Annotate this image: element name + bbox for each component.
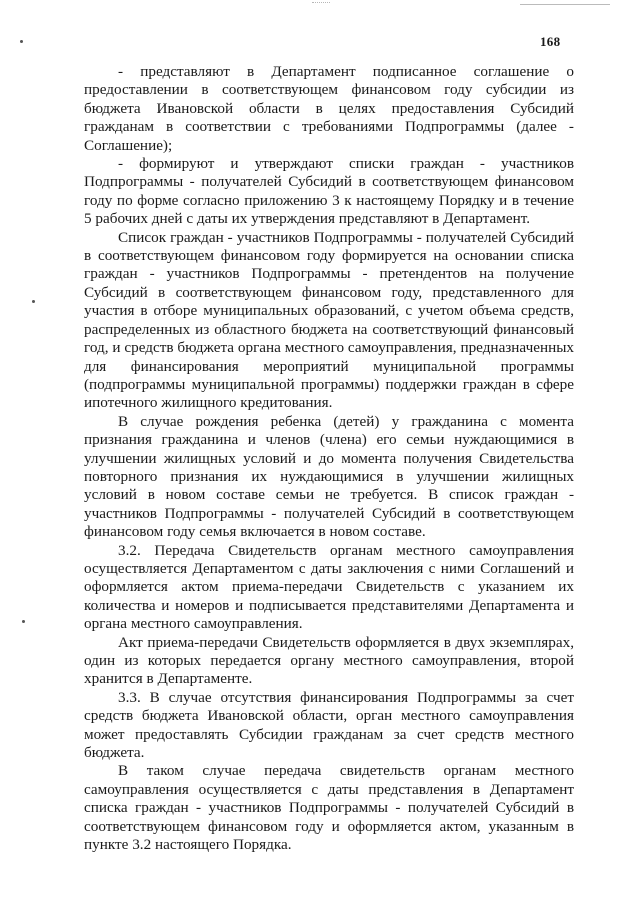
paragraph: В таком случае передача свидетельств органам местного самоуправления осуществляется с даты представления в Департамент списка граждан - участников Подпрограммы - получателей Субсидий в соответствующем финансовом году и оформляется актом, указанным в пункте 3.2 настоящего Порядка. — [84, 762, 574, 854]
paragraph: - представляют в Департамент подписанное соглашение о предоставлении в соответствующем финансовом году субсидии из бюджета Ивановской области в целях предоставления Субсидий гражданам в соответствии с требованиями Подпрограммы (далее - Соглашение); — [84, 63, 574, 154]
paragraph: 3.3. В случае отсутствия финансирования Подпрограммы за счет средств бюджета Ивановской области, орган местного самоуправления может предоставлять Субсидии гражданам за счет средств местного бюджета. — [84, 688, 574, 762]
paragraph: 3.2. Передача Свидетельств органам местного самоуправления осуществляется Департаментом с даты заключения с ними Соглашений и оформляется актом приема-передачи Свидетельств с указанием их количества и номеров и подписывается представителями Департамента и органа местного самоуправления. — [84, 541, 574, 633]
document-body — [84, 63, 574, 854]
scan-line — [520, 4, 610, 5]
scan-mark — [312, 2, 330, 9]
scan-dot — [22, 620, 25, 623]
page-number: 168 — [540, 34, 561, 49]
paragraph: Акт приема-передачи Свидетельств оформляется в двух экземплярах, один из которых передается органу местного самоуправления, второй хранится в Департаменте. — [84, 633, 574, 688]
paragraph: - формируют и утверждают списки граждан - участников Подпрограммы - получателей Субсидий в соответствующем финансовом году по форме согласно приложению 3 к настоящему Порядку и в течение 5 рабочих дней с даты их утверждения представляют в Департамент. — [84, 155, 574, 228]
paragraph: Список граждан - участников Подпрограммы - получателей Субсидий в соответствующем финансовом году формируется на основании списка граждан - участников Подпрограммы - претендентов на получение Субсидий в соответствующем финансовом году, представленного для участия в отборе муниципальных образований, с учетом объема средств, распределенных из областного бюджета на соответствующий финансовый год, и средств бюджета органа местного самоуправления, предназначенных для финансирования мероприятий муниципальной программы (подпрограммы муниципальной программы) поддержки граждан в сфере ипотечного жилищного кредитования. — [84, 228, 574, 412]
scan-dot — [20, 40, 23, 43]
paragraph: В случае рождения ребенка (детей) у гражданина с момента признания гражданина и членов (члена) его семьи нуждающимися в улучшении жилищных условий и до момента получения Свидетельства повторного признания их нуждающимися в улучшении жилищных условий в новом составе семьи не требуется. В список граждан - участников Подпрограммы - получателей Субсидий в соответствующем финансовом году семья включается в новом составе. — [84, 412, 574, 541]
scan-dot — [32, 300, 35, 303]
